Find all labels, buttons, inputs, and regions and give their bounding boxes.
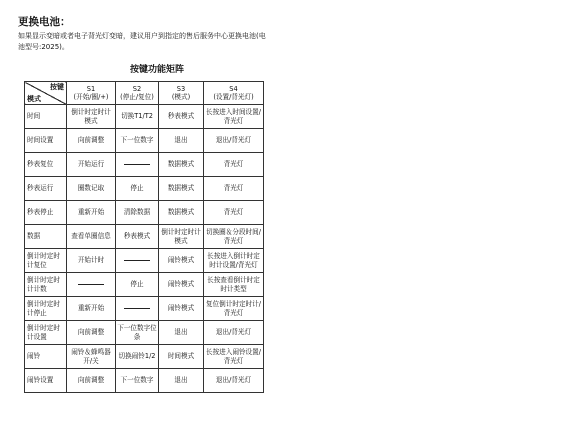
row-mode-label: 闹铃设置: [25, 369, 67, 393]
cell-s4: 长按查看倒计时定时计类型: [204, 273, 264, 297]
cell-s3: 退出: [159, 321, 204, 345]
column-key: S4: [229, 84, 238, 93]
corner-label-mode: 模式: [27, 94, 41, 103]
column-key: S3: [176, 84, 186, 93]
table-row: [25, 297, 264, 321]
cell-s2: 下一位数字: [116, 369, 159, 393]
cell-s3: 时间模式: [159, 345, 204, 369]
table-row: [25, 249, 264, 273]
cell-s2: 切换闹铃1/2: [116, 345, 159, 369]
key-function-matrix: [24, 81, 264, 393]
row-mode-label: 闹铃: [25, 345, 67, 369]
cell-s2: 停止: [116, 177, 159, 201]
cell-s4: 退出/背光灯: [204, 129, 264, 153]
cell-s1: 重新开始: [67, 297, 116, 321]
cell-s1: 查看单圈信息: [67, 225, 116, 249]
cell-s3: 数据模式: [159, 201, 204, 225]
cell-s4: 切换圈＆分段时间/背光灯: [204, 225, 264, 249]
row-mode-label: 倒计时定时计计数: [25, 273, 67, 297]
cell-s4: 背光灯: [204, 177, 264, 201]
cell-s4: 退出/背光灯: [204, 369, 264, 393]
table-row: [25, 129, 264, 153]
table-row: [25, 369, 264, 393]
table-row: [25, 201, 264, 225]
column-header-s2: [116, 82, 159, 105]
cell-s1: 向前调整: [67, 369, 116, 393]
corner-label-keys: 按键: [50, 83, 64, 91]
cell-s2: 下一位数字: [116, 129, 159, 153]
column-desc: (模式): [171, 93, 191, 101]
cell-s1: 开始计时: [67, 249, 116, 273]
cell-s3: 闹铃模式: [159, 273, 204, 297]
column-header-s4: [204, 82, 264, 105]
cell-s3: 退出: [159, 369, 204, 393]
matrix-title: 按键功能矩阵: [129, 65, 184, 75]
cell-s3: 闹铃模式: [159, 297, 204, 321]
cell-s4: 背光灯: [204, 153, 264, 177]
row-mode-label: 时间设置: [25, 129, 67, 153]
table-row: [25, 225, 264, 249]
column-desc: (设置/背光灯): [213, 93, 254, 101]
matrix-corner-cell: [25, 82, 67, 105]
cell-s2: [116, 249, 159, 273]
table-row: [25, 177, 264, 201]
row-mode-label: 倒计时定时计停止: [25, 297, 67, 321]
empty-dash: [124, 260, 150, 261]
empty-dash: [124, 164, 150, 165]
matrix-header-row: [25, 82, 264, 105]
table-row: [25, 345, 264, 369]
cell-s4: 复位倒计时定时计/背光灯: [204, 297, 264, 321]
empty-dash: [124, 308, 150, 309]
column-desc: (开始/圈/+): [73, 93, 109, 101]
column-desc: (停止/复位): [120, 93, 154, 101]
cell-s3: 数据模式: [159, 153, 204, 177]
cell-s2: 停止: [116, 273, 159, 297]
cell-s1: 倒计时定时计模式: [67, 105, 116, 129]
row-mode-label: 秒表复位: [25, 153, 67, 177]
cell-s2: 秒表模式: [116, 225, 159, 249]
cell-s2: [116, 297, 159, 321]
table-row: [25, 273, 264, 297]
column-header-s1: [67, 82, 116, 105]
row-mode-label: 时间: [25, 105, 67, 129]
cell-s1: 开始运行: [67, 153, 116, 177]
cell-s4: 背光灯: [204, 201, 264, 225]
column-key: S1: [86, 84, 96, 93]
cell-s1: 圈数记取: [67, 177, 116, 201]
cell-s2: 切换T1/T2: [116, 105, 159, 129]
row-mode-label: 秒表运行: [25, 177, 67, 201]
table-row: [25, 153, 264, 177]
cell-s3: 数据模式: [159, 177, 204, 201]
table-row: [25, 321, 264, 345]
cell-s4: 长按进入闹铃设置/背光灯: [204, 345, 264, 369]
battery-note: 如果显示变暗或者电子背光灯变暗，建议用户到指定的售后服务中心更换电池(电池型号:2025)。: [18, 32, 266, 51]
column-key: S2: [132, 84, 142, 93]
cell-s2: [116, 153, 159, 177]
cell-s3: 秒表模式: [159, 105, 204, 129]
cell-s3: 倒计时定时计模式: [159, 225, 204, 249]
empty-dash: [78, 284, 104, 285]
cell-s2: 清除数据: [116, 201, 159, 225]
cell-s3: 闹铃模式: [159, 249, 204, 273]
row-mode-label: 倒计时定时计设置: [25, 321, 67, 345]
cell-s1: [67, 273, 116, 297]
cell-s1: 重新开始: [67, 201, 116, 225]
column-header-s3: [159, 82, 204, 105]
cell-s3: 退出: [159, 129, 204, 153]
table-row: [25, 105, 264, 129]
cell-s1: 向前调整: [67, 321, 116, 345]
row-mode-label: 数据: [25, 225, 67, 249]
cell-s4: 退出/背光灯: [204, 321, 264, 345]
cell-s1: 向前调整: [67, 129, 116, 153]
row-mode-label: 秒表停止: [25, 201, 67, 225]
cell-s4: 长按进入时间设置/背光灯: [204, 105, 264, 129]
cell-s2: 下一位数字位条: [116, 321, 159, 345]
row-mode-label: 倒计时定时计复位: [25, 249, 67, 273]
cell-s4: 长按进入倒计时定时计设置/背光灯: [204, 249, 264, 273]
cell-s1: 闹铃＆蜂鸣器开/关: [67, 345, 116, 369]
battery-heading: 更换电池：: [18, 16, 71, 28]
